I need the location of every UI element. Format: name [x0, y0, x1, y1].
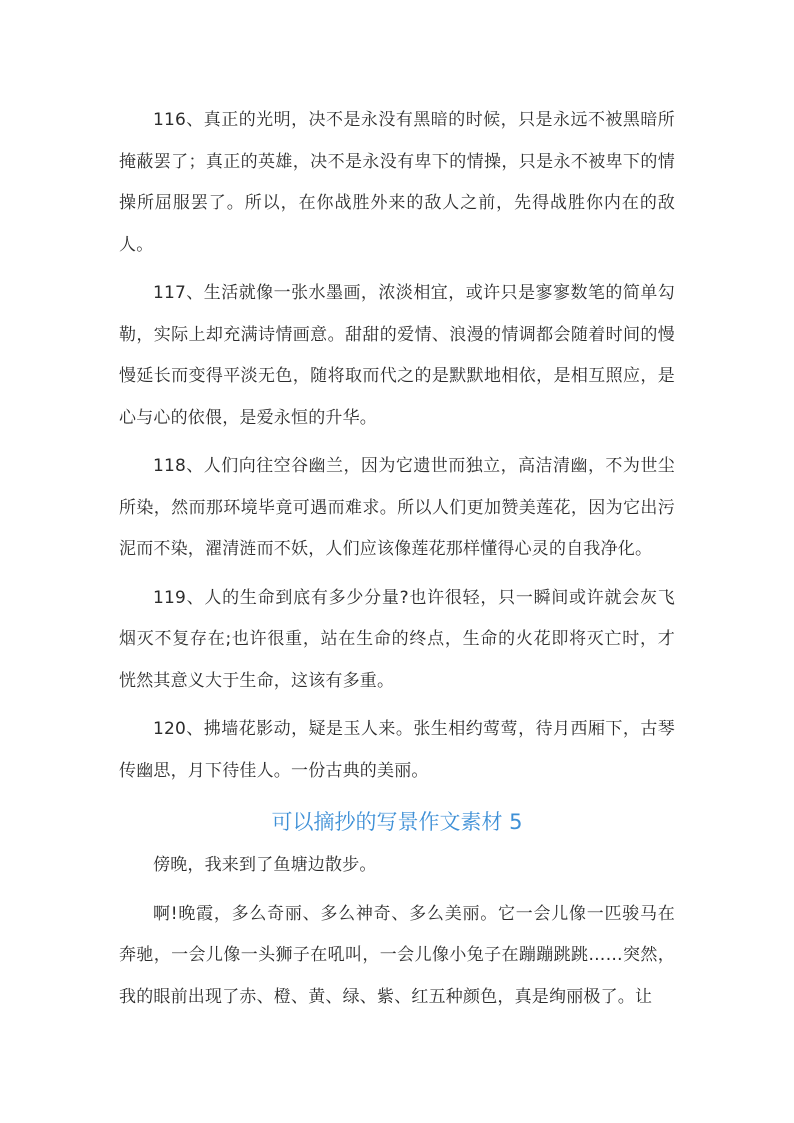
- paragraph-116: 116、真正的光明，决不是永没有黑暗的时候，只是永远不被黑暗所掩蔽罢了；真正的英雄，决不是永没有卑下的情操，只是永不被卑下的情操所屈服罢了。所以，在你战胜外来的敌人之前，先得战胜你内在的敌人。: [119, 110, 675, 255]
- paragraph-117: 117、生活就像一张水墨画，浓淡相宜，或许只是寥寥数笔的简单勾勒，实际上却充满诗情画意。甜甜的爱情、浪漫的情调都会随着时间的慢慢延长而变得平淡无色，随将取而代之的是默默地相依，是相互照应，是心与心的依偎，是爱永恒的升华。: [119, 283, 675, 428]
- paragraph-119: 119、人的生命到底有多少分量?也许很轻，只一瞬间或许就会灰飞烟灭不复存在;也许很重，站在生命的终点，生命的火花即将灭亡时，才恍然其意义大于生命，这该有多重。: [119, 587, 675, 691]
- paragraph-sunset-glow: 啊!晚霞，多么奇丽、多么神奇、多么美丽。它一会儿像一匹骏马在奔驰，一会儿像一头狮子在吼叫，一会儿像小兔子在蹦蹦跳跳……突然，我的眼前出现了赤、橙、黄、绿、紫、红五种颜色，真是绚丽极了。让: [119, 903, 675, 1007]
- paragraph-evening-walk: 傍晚，我来到了鱼塘边散步。: [153, 855, 377, 875]
- document-page: [119, 100, 675, 1025]
- paragraph-120: 120、拂墙花影动，疑是玉人来。张生相约莺莺，待月西厢下，古琴传幽思，月下待佳人。一份古典的美丽。: [119, 719, 675, 781]
- paragraph-118: 118、人们向往空谷幽兰，因为它遗世而独立，高洁清幽，不为世尘所染，然而那环境毕竟可遇而难求。所以人们更加赞美莲花，因为它出污泥而不染，濯清涟而不妖，人们应该像莲花那样懂得心灵的自我净化。: [119, 456, 675, 559]
- section-heading: 可以摘抄的写景作文素材 5: [271, 810, 523, 834]
